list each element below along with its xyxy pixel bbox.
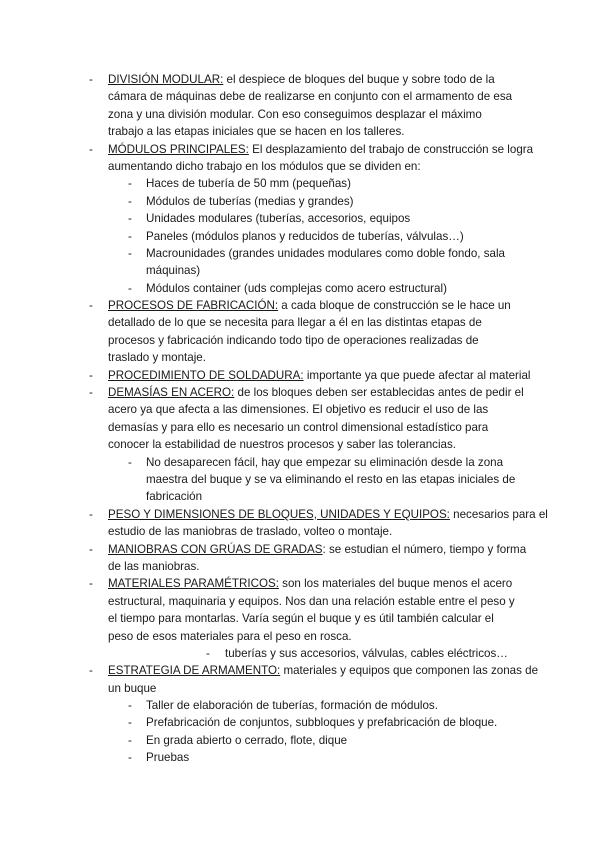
text-line <box>0 245 600 262</box>
sub-list-item <box>0 210 600 227</box>
line-text: Macrounidades (grandes unidades modulares como doble fondo, sala <box>146 246 505 260</box>
line-text: No desaparecen fácil, hay que empezar su eliminación desde la zona <box>146 455 504 469</box>
text-line <box>0 628 600 645</box>
item-heading: PROCEDIMIENTO DE SOLDADURA: <box>108 368 304 382</box>
line-text: necesarios para el <box>449 507 548 521</box>
line-text: zona y una división modular. Con eso conseguimos desplazar el máximo <box>108 107 482 121</box>
text-line <box>0 88 600 105</box>
list-item <box>0 575 600 645</box>
bullet-dash: - <box>128 212 132 226</box>
bullet-dash: - <box>128 733 132 747</box>
sub-list-item <box>0 175 600 192</box>
sub-list-item <box>0 228 600 245</box>
line-text: Prefabricación de conjuntos, subbloques y prefabricación de bloque. <box>146 716 498 730</box>
line-text: El desplazamiento del trabajo de construcción se logra <box>248 142 534 156</box>
sub-list-item <box>0 697 600 714</box>
sub-list-item <box>0 714 600 731</box>
bullet-dash: - <box>128 194 132 208</box>
line-text: el tiempo para montarlas. Varía según el buque y es útil también calcular el <box>108 612 494 626</box>
text-line <box>0 349 600 366</box>
line-text: materiales y equipos que componen las zonas de <box>280 664 539 678</box>
line-text: acero ya que afecta a las dimensiones. El objetivo es reducir el uso de las <box>108 403 489 417</box>
text-line <box>0 558 600 575</box>
text-line <box>0 228 600 245</box>
line-text: Pruebas <box>146 751 190 765</box>
item-heading: MATERIALES PARAMÉTRICOS: <box>108 577 279 591</box>
bullet-dash: - <box>89 577 93 591</box>
text-line <box>0 314 600 331</box>
text-line <box>0 610 600 627</box>
line-text: Paneles (módulos planos y reducidos de tuberías, válvulas…) <box>146 229 464 243</box>
list-item <box>0 367 600 384</box>
bullet-dash: - <box>128 246 132 260</box>
line-text: son los materiales del buque menos el acero <box>278 577 513 591</box>
text-line <box>0 714 600 731</box>
text-line <box>0 210 600 227</box>
item-heading: MÓDULOS PRINCIPALES: <box>108 142 249 156</box>
list-item <box>0 384 600 454</box>
line-text: Taller de elaboración de tuberías, formación de módulos. <box>146 699 438 713</box>
text-line <box>0 106 600 123</box>
list-item <box>0 541 600 576</box>
text-line <box>0 401 600 418</box>
line-text: peso de esos materiales para el peso en rosca. <box>108 629 352 643</box>
line-text: trabajo a las etapas iniciales que se hacen en los talleres. <box>108 125 405 139</box>
line-text: conocer la estabilidad de nuestros procesos y saber las tolerancias. <box>108 438 457 452</box>
line-text: Módulos container (uds complejas como acero estructural) <box>146 281 447 295</box>
line-text: estructural, maquinaria y equipos. Nos dan una relación estable entre el peso y <box>108 594 515 608</box>
line-text: cámara de máquinas debe de realizarse en conjunto con el armamento de esa <box>108 90 513 104</box>
item-heading: PESO Y DIMENSIONES DE BLOQUES, UNIDADES Y EQUIPOS: <box>108 507 450 521</box>
text-line <box>0 593 600 610</box>
line-text: el despiece de bloques del buque y sobre todo de la <box>223 73 495 86</box>
sub-list-item <box>0 193 600 210</box>
line-text: Módulos de tuberías (medias y grandes) <box>146 194 354 208</box>
line-text: Unidades modulares (tuberías, accesorios, equipos <box>146 212 411 226</box>
text-line <box>0 419 600 436</box>
text-line <box>0 193 600 210</box>
line-text: fabricación <box>146 490 203 504</box>
text-line <box>0 175 600 192</box>
text-line <box>0 262 600 279</box>
list-item <box>0 297 600 367</box>
list-item <box>0 662 600 697</box>
text-line <box>0 488 600 505</box>
list-item <box>0 71 600 141</box>
line-text: de los bloques deben ser establecidas antes de pedir el <box>234 386 524 400</box>
item-heading: DIVISIÓN MODULAR: <box>108 73 224 86</box>
bullet-dash: - <box>128 699 132 713</box>
line-text: máquinas) <box>146 264 201 278</box>
text-line <box>0 749 600 766</box>
text-line <box>0 158 600 175</box>
line-text: estudio de las maniobras de traslado, volteo o montaje. <box>108 525 393 539</box>
item-heading: PROCESOS DE FABRICACIÓN: <box>108 299 279 313</box>
sub-list-item <box>0 245 600 280</box>
line-text: Haces de tubería de 50 mm (pequeñas) <box>146 177 351 191</box>
text-line <box>0 680 600 697</box>
text-line <box>0 332 600 349</box>
bullet-dash: - <box>206 646 210 660</box>
bullet-dash: - <box>89 664 93 678</box>
line-text: aumentando dicho trabajo en los módulos que se dividen en: <box>108 159 421 173</box>
line-text: procesos y fabricación indicando todo tipo de operaciones realizadas de <box>108 333 479 347</box>
line-text: a cada bloque de construcción se le hace un <box>278 299 511 313</box>
line-text: : se estudian el número, tiempo y forma <box>322 542 527 556</box>
item-heading: MANIOBRAS CON GRÚAS DE GRADAS <box>108 542 323 556</box>
sub-list-item <box>0 280 600 297</box>
line-text: tuberías y sus accesorios, válvulas, cables eléctricos… <box>225 646 508 660</box>
sub-list-item <box>0 749 600 766</box>
item-heading: ESTRATEGIA DE ARMAMENTO: <box>108 664 281 678</box>
list-item <box>0 141 600 176</box>
text-line <box>0 732 600 749</box>
bullet-dash: - <box>128 716 132 730</box>
line-text: demasías y para ello es necesario un control dimensional estadístico para <box>108 420 489 434</box>
line-text: de las maniobras. <box>108 559 200 573</box>
line-text: un buque <box>108 681 157 695</box>
text-line <box>0 123 600 140</box>
document-body <box>0 71 600 767</box>
bullet-dash: - <box>89 386 93 400</box>
bullet-dash: - <box>128 177 132 191</box>
bullet-dash: - <box>128 229 132 243</box>
line-text: maestra del buque y se va eliminando el resto en las etapas iniciales de <box>146 472 516 486</box>
sub-list-item <box>0 645 600 662</box>
bullet-dash: - <box>128 281 132 295</box>
bullet-dash: - <box>89 507 93 521</box>
bullet-dash: - <box>89 142 93 156</box>
bullet-dash: - <box>128 455 132 469</box>
text-line <box>0 523 600 540</box>
list-item <box>0 506 600 541</box>
line-text: detallado de lo que se necesita para llegar a él en las distintas etapas de <box>108 316 482 330</box>
sub-list-item <box>0 732 600 749</box>
text-line <box>0 471 600 488</box>
bullet-dash: - <box>89 73 93 86</box>
text-line <box>0 697 600 714</box>
text-line <box>0 645 600 662</box>
bullet-dash: - <box>128 751 132 765</box>
bullet-dash: - <box>89 542 93 556</box>
text-line <box>0 454 600 471</box>
bullet-dash: - <box>89 299 93 313</box>
item-heading: DEMASÍAS EN ACERO: <box>108 386 235 400</box>
line-text: En grada abierto o cerrado, flote, dique <box>146 733 348 747</box>
line-text: traslado y montaje. <box>108 351 206 365</box>
text-line <box>0 436 600 453</box>
bullet-dash: - <box>89 368 93 382</box>
text-line <box>0 280 600 297</box>
line-text: importante ya que puede afectar al material <box>303 368 531 382</box>
sub-list-item <box>0 454 600 506</box>
